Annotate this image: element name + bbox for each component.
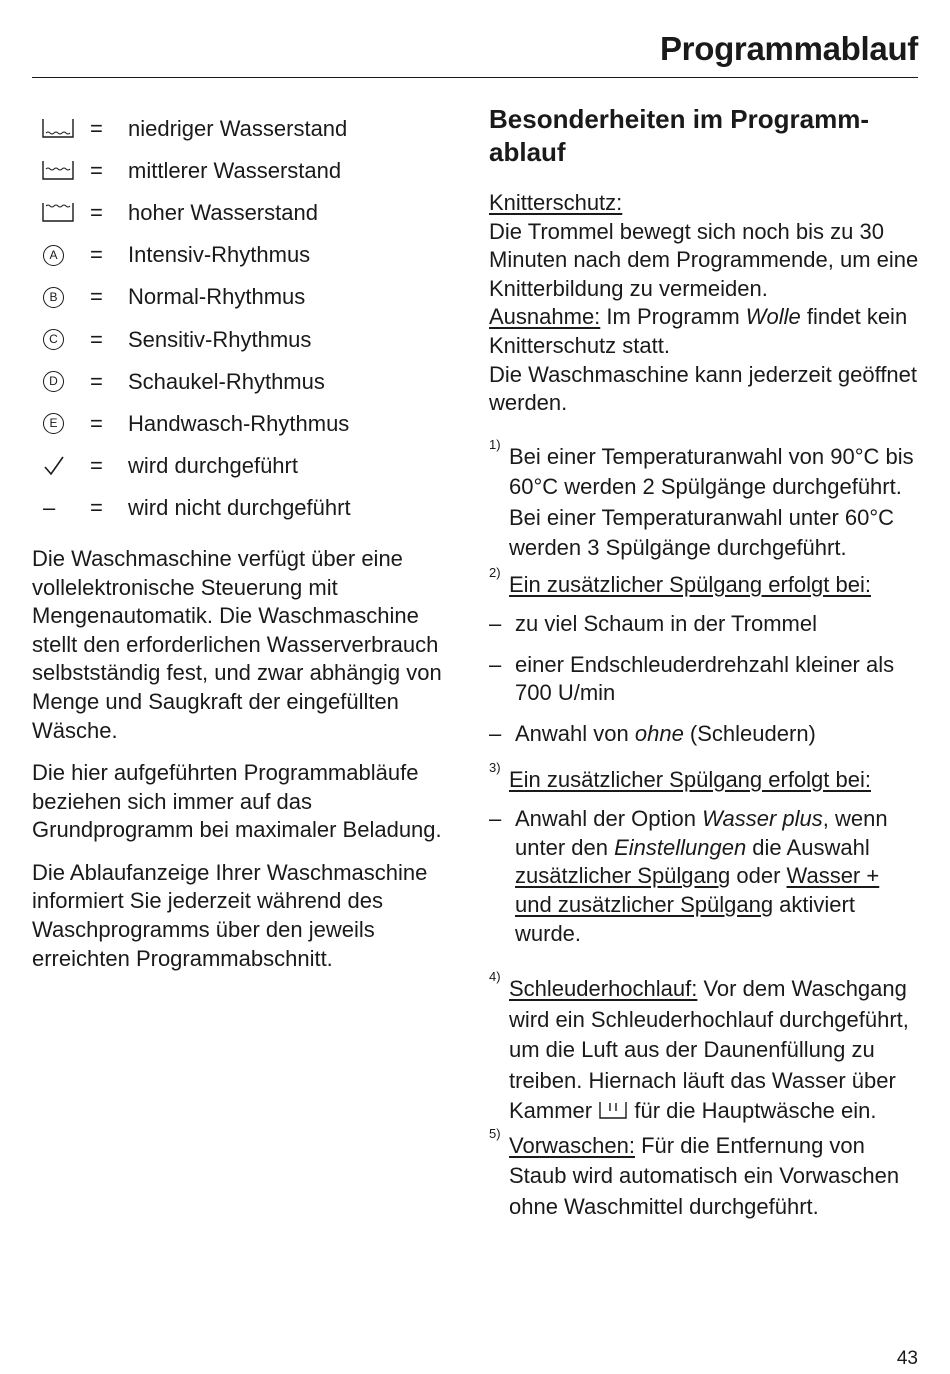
dash-symbol: –: [43, 494, 56, 520]
option-ohne: ohne: [634, 721, 684, 747]
footnote-4: [489, 969, 921, 1127]
list-item-text: oder: [730, 863, 787, 889]
high-water-icon: [41, 201, 75, 225]
rhythm-c-symbol: C: [43, 329, 64, 350]
footnote-3: [489, 759, 921, 796]
footnote-1: [489, 436, 921, 564]
footnote-mark: 3): [489, 759, 501, 775]
legend-text: mittlerer Wasserstand: [128, 158, 342, 184]
legend-text: Sensitiv-Rhythmus: [128, 326, 312, 352]
section-title-line1: Besonderheiten im Programm-: [489, 104, 869, 134]
legend-text: wird nicht durchgeführt: [128, 494, 351, 520]
checkmark-icon: [42, 454, 66, 478]
ausnahme-text: Im Programm: [600, 304, 746, 330]
page-number: 43: [896, 1348, 918, 1369]
page-title: Programmablauf: [659, 30, 918, 67]
legend-equals: =: [90, 368, 103, 394]
footnote-label: Vorwaschen:: [509, 1132, 635, 1158]
list-item: – Anwahl von ohne (Schleudern): [489, 721, 816, 747]
legend-row: [32, 234, 460, 276]
legend-text: Handwasch-Rhythmus: [128, 410, 350, 436]
footnote-mark: 5): [489, 1125, 501, 1141]
chamber-icon: [598, 1099, 628, 1121]
list-item-text: aktiviert wurde.: [515, 891, 855, 946]
footnote-mark: 2): [489, 564, 501, 580]
list-item-text: , wenn unter den: [515, 806, 888, 860]
rhythm-a-symbol: A: [43, 245, 64, 266]
legend-row: [32, 318, 460, 360]
footnote-heading: Ein zusätzlicher Spülgang erfolgt bei:: [509, 571, 871, 597]
paragraph-programs: Die hier aufgeführten Programmabläufe beziehen sich immer auf das Grundprogramm bei maximaler Beladung.: [32, 760, 442, 843]
footnote-mark: 4): [489, 969, 501, 985]
legend-text: Intensiv-Rhythmus: [128, 242, 311, 268]
knitterschutz-text: Die Trommel bewegt sich noch bis zu 30 Minuten nach dem Programmende, um eine Knitterbildung zu vermeiden.: [489, 218, 919, 301]
rhythm-d-symbol: D: [43, 371, 64, 392]
legend-row: [32, 192, 460, 234]
footnote-label: Schleuderhochlauf:: [509, 976, 698, 1002]
footnote-2: [489, 564, 921, 601]
footnote-text: Vor dem Waschgang wird ein Schleuderhochlauf durchgeführt, um die Luft aus der Daunenfüllung zu treiben. Hiernach läuft das Wasser über Kammer: [509, 976, 909, 1124]
section-title-line2: ablauf: [489, 137, 566, 167]
medium-water-icon: [41, 159, 75, 183]
legend-equals: =: [90, 200, 103, 226]
legend-row: [32, 445, 460, 487]
selection-extra-rinse: zusätzlicher Spülgang: [515, 863, 731, 889]
list-item: – zu viel Schaum in der Trommel: [489, 611, 817, 637]
legend-equals: =: [90, 494, 103, 520]
legend-row: [32, 361, 460, 403]
legend-text: hoher Wasserstand: [128, 200, 318, 226]
selection-water-plus-rinse: Wasser + und zusätzlicher Spülgang: [515, 863, 880, 917]
footnote-text-end: für die Hauptwäsche ein.: [628, 1098, 877, 1124]
legend-row: [32, 487, 460, 529]
legend-row: [32, 108, 460, 150]
list-item-text: Anwahl von: [515, 721, 635, 747]
legend-text: niedriger Wasserstand: [128, 116, 348, 142]
left-column: [32, 108, 460, 973]
program-wolle: Wolle: [745, 304, 801, 330]
paragraph-display: Die Ablaufanzeige Ihrer Waschmaschine informiert Sie jederzeit während des Waschprogramms über den jeweils erreichten Programmabschnitt.: [32, 859, 428, 971]
legend-row: [32, 276, 460, 318]
paragraph-control: Die Waschmaschine verfügt über eine vollelektronische Steuerung mit Mengenautomatik. Die Waschmaschine stellt den erforderlichen Wasserverbrauch selbstständig fest, und zwar abhängig von Menge und Saugkraft der eingefüllten Wäsche.: [32, 545, 442, 743]
footnote-heading: Ein zusätzlicher Spülgang erfolgt bei:: [509, 766, 871, 792]
ausnahme-label: Ausnahme:: [489, 304, 601, 330]
legend-equals: =: [90, 452, 103, 478]
knitterschutz-label: Knitterschutz:: [489, 190, 623, 215]
legend-equals: =: [90, 116, 103, 142]
knitterschutz-block: [489, 189, 921, 418]
list-item-text: einer Endschleuderdrehzahl kleiner als 700 U/min: [515, 651, 895, 706]
rhythm-b-symbol: B: [43, 287, 64, 308]
legend-equals: =: [90, 242, 103, 268]
list-item: – einer Endschleuderdrehzahl kleiner als 700 U/min: [489, 651, 895, 706]
footnote-mark: 1): [489, 436, 501, 452]
list-item-text: Anwahl der Option: [515, 806, 703, 832]
symbol-legend: [32, 108, 460, 529]
legend-text: Schaukel-Rhythmus: [128, 368, 325, 394]
legend-row: [32, 150, 460, 192]
list-item-text-end: (Schleudern): [683, 721, 816, 747]
list-item: – Anwahl der Option Wasser plus, wenn unter den Einstellungen die Auswahl zusätzlicher Spülgang oder Wasser + und zusätzlicher Spülgang aktiviert wurde.: [489, 806, 888, 946]
option-wasser-plus: Wasser plus: [702, 806, 823, 832]
header-divider: [32, 77, 918, 78]
legend-equals: =: [90, 326, 103, 352]
legend-equals: =: [90, 410, 103, 436]
list-item-text: die Auswahl: [746, 834, 870, 860]
legend-row: [32, 403, 460, 445]
list-item-text: zu viel Schaum in der Trommel: [515, 611, 817, 637]
legend-text: Normal-Rhythmus: [128, 284, 306, 310]
low-water-icon: [41, 117, 75, 141]
legend-text: wird durchgeführt: [128, 452, 298, 478]
footnote-5: [489, 1125, 921, 1223]
footnote-text: Für die Entfernung von Staub wird automatisch ein Vorwaschen ohne Waschmittel durchgeführt.: [509, 1132, 900, 1219]
right-column: [489, 103, 921, 1222]
footnote-text: Bei einer Temperaturanwahl von 90°C bis 60°C werden 2 Spülgänge durchgeführt. Bei einer Temperaturanwahl unter 60°C werden 3 Spülgänge durchgeführt.: [509, 443, 914, 561]
ausnahme-text-end: findet kein Knitterschutz statt.: [489, 304, 908, 358]
legend-equals: =: [90, 158, 103, 184]
legend-equals: =: [90, 284, 103, 310]
rhythm-e-symbol: E: [43, 413, 64, 434]
settings-menu-name: Einstellungen: [614, 834, 747, 860]
section-title: [489, 103, 921, 169]
open-text: Die Waschmaschine kann jederzeit geöffnet werden.: [489, 361, 918, 416]
